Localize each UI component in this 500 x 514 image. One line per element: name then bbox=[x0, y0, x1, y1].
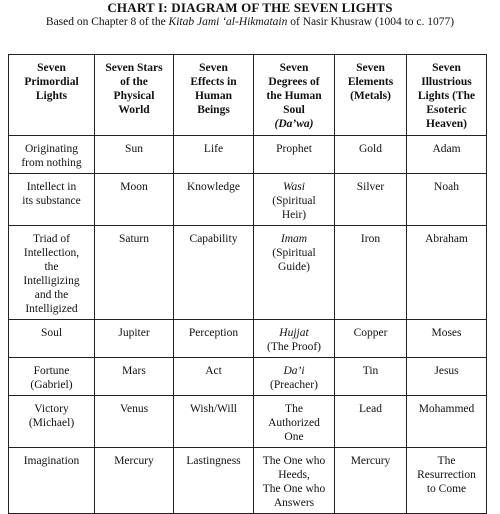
table-body bbox=[9, 136, 487, 514]
cell-text-line: The One who bbox=[262, 455, 326, 467]
cell-text-line: Victory bbox=[34, 403, 69, 415]
header-text-line: Heaven) bbox=[426, 118, 467, 130]
seven-lights-table bbox=[8, 54, 487, 514]
cell-text-line: (The Proof) bbox=[267, 341, 321, 353]
cell-text-line: Life bbox=[203, 143, 224, 155]
cell-primordial-light bbox=[9, 358, 95, 396]
cell-soul-degree bbox=[254, 226, 335, 320]
cell-text-line: Fortune bbox=[33, 365, 70, 377]
cell-text-line: Moon bbox=[120, 181, 148, 193]
cell-text-line: Lead bbox=[359, 403, 382, 415]
cell-text-line: Heeds, bbox=[278, 469, 310, 481]
header-text-line: Primordial bbox=[24, 76, 79, 88]
table-row bbox=[9, 448, 487, 514]
header-text-line: Soul bbox=[283, 104, 305, 116]
cell-soul-degree bbox=[254, 320, 335, 358]
cell-text-line: Venus bbox=[119, 403, 149, 415]
cell-text-line: Intellection, bbox=[23, 247, 80, 259]
cell-effect bbox=[174, 226, 254, 320]
header-text-line: the Human bbox=[266, 90, 322, 102]
cell-star bbox=[95, 320, 174, 358]
cell-star bbox=[95, 226, 174, 320]
header-text-line: of the bbox=[120, 76, 148, 88]
cell-primordial-light bbox=[9, 320, 95, 358]
cell-primordial-light bbox=[9, 226, 95, 320]
cell-text-line: Heir) bbox=[281, 209, 307, 221]
header-text-line: Elements bbox=[347, 76, 394, 88]
cell-element bbox=[335, 448, 407, 514]
cell-text-line: Intellect in bbox=[26, 181, 77, 193]
subtitle-suffix: of Nasir Khusraw (1004 to c. 1077) bbox=[287, 16, 455, 28]
cell-text-line: (Spiritual bbox=[272, 195, 316, 207]
chart-subtitle bbox=[0, 15, 500, 29]
cell-text-line: The bbox=[437, 455, 456, 467]
cell-text-line: Resurrection bbox=[417, 469, 476, 481]
header-text-line: Seven bbox=[199, 62, 228, 74]
cell-text-line: Mercury bbox=[114, 455, 154, 467]
header-text-line: World bbox=[118, 104, 150, 116]
cell-text-line: One bbox=[284, 431, 304, 443]
header-primordial-lights bbox=[9, 55, 95, 136]
cell-element bbox=[335, 320, 407, 358]
cell-text-line: Jupiter bbox=[118, 327, 150, 339]
header-illustrious-lights bbox=[407, 55, 487, 136]
chart-title: CHART I: DIAGRAM OF THE SEVEN LIGHTS bbox=[107, 0, 393, 15]
cell-star bbox=[95, 136, 174, 174]
cell-illustrious-light bbox=[407, 136, 487, 174]
header-text-line: Lights bbox=[35, 90, 68, 102]
header-text-line: Seven bbox=[279, 62, 309, 74]
header-italic-line: (Da’wa) bbox=[274, 118, 314, 130]
cell-text-line: Capability bbox=[189, 233, 238, 245]
cell-text-line: (Spiritual bbox=[272, 247, 316, 259]
cell-element bbox=[335, 226, 407, 320]
table-row bbox=[9, 174, 487, 226]
cell-text-line: and the bbox=[34, 289, 69, 301]
cell-text-line: Lastingness bbox=[186, 455, 241, 467]
cell-effect bbox=[174, 136, 254, 174]
cell-soul-degree bbox=[254, 396, 335, 448]
cell-star bbox=[95, 174, 174, 226]
table-row bbox=[9, 358, 487, 396]
cell-text-line: Authorized bbox=[268, 417, 320, 429]
table-row bbox=[9, 226, 487, 320]
table-row bbox=[9, 136, 487, 174]
cell-effect bbox=[174, 396, 254, 448]
header-text-line: Beings bbox=[197, 104, 230, 116]
cell-text-line: Gold bbox=[359, 143, 382, 155]
cell-text-line: The bbox=[285, 403, 303, 415]
header-text-line: Illustrious bbox=[421, 76, 472, 88]
cell-text-line: Perception bbox=[188, 327, 239, 339]
cell-primordial-light bbox=[9, 174, 95, 226]
cell-text-line: Mohammed bbox=[418, 403, 475, 415]
cell-text-line: from nothing bbox=[21, 157, 82, 169]
cell-soul-degree bbox=[254, 358, 335, 396]
cell-text-line: Prophet bbox=[276, 143, 312, 155]
header-text-line: Seven bbox=[356, 62, 385, 74]
header-text-line: (Metals) bbox=[350, 90, 391, 102]
soul-degree-term: Wasi bbox=[283, 181, 305, 193]
cell-element bbox=[335, 174, 407, 226]
cell-text-line: Mars bbox=[122, 365, 146, 377]
cell-text-line: Guide) bbox=[278, 261, 310, 273]
cell-text-line: Jesus bbox=[434, 365, 459, 377]
cell-text-line: (Preacher) bbox=[270, 379, 318, 391]
soul-degree-term: Da’i bbox=[283, 365, 305, 377]
cell-element bbox=[335, 136, 407, 174]
cell-primordial-light bbox=[9, 448, 95, 514]
cell-text-line: Copper bbox=[353, 327, 388, 339]
header-stars bbox=[95, 55, 174, 136]
header-text-line: Physical bbox=[113, 90, 155, 102]
cell-text-line: Silver bbox=[356, 181, 385, 193]
cell-effect bbox=[174, 174, 254, 226]
cell-text-line: Abraham bbox=[425, 233, 468, 245]
cell-text-line: (Michael) bbox=[28, 417, 75, 429]
cell-effect bbox=[174, 320, 254, 358]
header-text-line: Effects in bbox=[190, 76, 237, 88]
cell-text-line: The One who bbox=[262, 483, 326, 495]
cell-primordial-light bbox=[9, 396, 95, 448]
cell-illustrious-light bbox=[407, 320, 487, 358]
cell-soul-degree bbox=[254, 174, 335, 226]
cell-text-line: Act bbox=[205, 365, 222, 377]
soul-degree-term: Imam bbox=[280, 233, 308, 245]
cell-text-line: Noah bbox=[434, 181, 459, 193]
subtitle-book-title: Kitab Jami ‘al-Hikmatain bbox=[168, 16, 288, 28]
header-text-line: Seven bbox=[432, 62, 461, 74]
cell-text-line: Adam bbox=[432, 143, 461, 155]
cell-star bbox=[95, 448, 174, 514]
header-soul-degrees bbox=[254, 55, 335, 136]
table-row bbox=[9, 396, 487, 448]
cell-text-line: Intelligized bbox=[25, 303, 78, 315]
header-text-line: Seven bbox=[37, 62, 66, 74]
cell-text-line: the bbox=[44, 261, 59, 273]
subtitle-prefix: Based on Chapter 8 of the bbox=[45, 16, 169, 28]
cell-text-line: Mercury bbox=[350, 455, 391, 467]
cell-text-line: Soul bbox=[40, 327, 63, 339]
header-elements bbox=[335, 55, 407, 136]
cell-text-line: Iron bbox=[360, 233, 381, 245]
header-text-line: Esoteric bbox=[426, 104, 467, 116]
cell-text-line: Triad of bbox=[33, 233, 70, 245]
cell-element bbox=[335, 358, 407, 396]
cell-illustrious-light bbox=[407, 396, 487, 448]
cell-text-line: (Gabriel) bbox=[30, 379, 73, 391]
soul-degree-term: Hujjat bbox=[279, 327, 309, 339]
cell-star bbox=[95, 358, 174, 396]
cell-illustrious-light bbox=[407, 448, 487, 514]
header-text-line: Lights (The bbox=[417, 90, 476, 102]
cell-element bbox=[335, 396, 407, 448]
cell-effect bbox=[174, 358, 254, 396]
header-text-line: Human bbox=[194, 90, 233, 102]
header-text-line: Degrees of bbox=[268, 76, 320, 88]
cell-text-line: its substance bbox=[22, 195, 81, 207]
cell-illustrious-light bbox=[407, 358, 487, 396]
cell-text-line: Knowledge bbox=[186, 181, 240, 193]
cell-text-line: Intelligizing bbox=[23, 275, 80, 287]
cell-text-line: Wish/Will bbox=[190, 403, 237, 415]
header-text-line: Seven Stars bbox=[105, 62, 163, 74]
cell-text-line: Imagination bbox=[23, 455, 80, 467]
cell-text-line: Moses bbox=[431, 327, 462, 339]
cell-primordial-light bbox=[9, 136, 95, 174]
cell-text-line: to Come bbox=[426, 483, 467, 495]
header-row bbox=[9, 55, 487, 136]
header-effects bbox=[174, 55, 254, 136]
cell-text-line: Answers bbox=[273, 497, 315, 509]
cell-text-line: Sun bbox=[125, 143, 143, 155]
cell-illustrious-light bbox=[407, 226, 487, 320]
cell-effect bbox=[174, 448, 254, 514]
table-row bbox=[9, 320, 487, 358]
cell-illustrious-light bbox=[407, 174, 487, 226]
cell-soul-degree bbox=[254, 448, 335, 514]
cell-text-line: Originating bbox=[24, 143, 79, 155]
cell-soul-degree bbox=[254, 136, 335, 174]
table-header bbox=[9, 55, 487, 136]
cell-star bbox=[95, 396, 174, 448]
cell-text-line: Saturn bbox=[118, 233, 150, 245]
cell-text-line: Tin bbox=[362, 365, 379, 377]
